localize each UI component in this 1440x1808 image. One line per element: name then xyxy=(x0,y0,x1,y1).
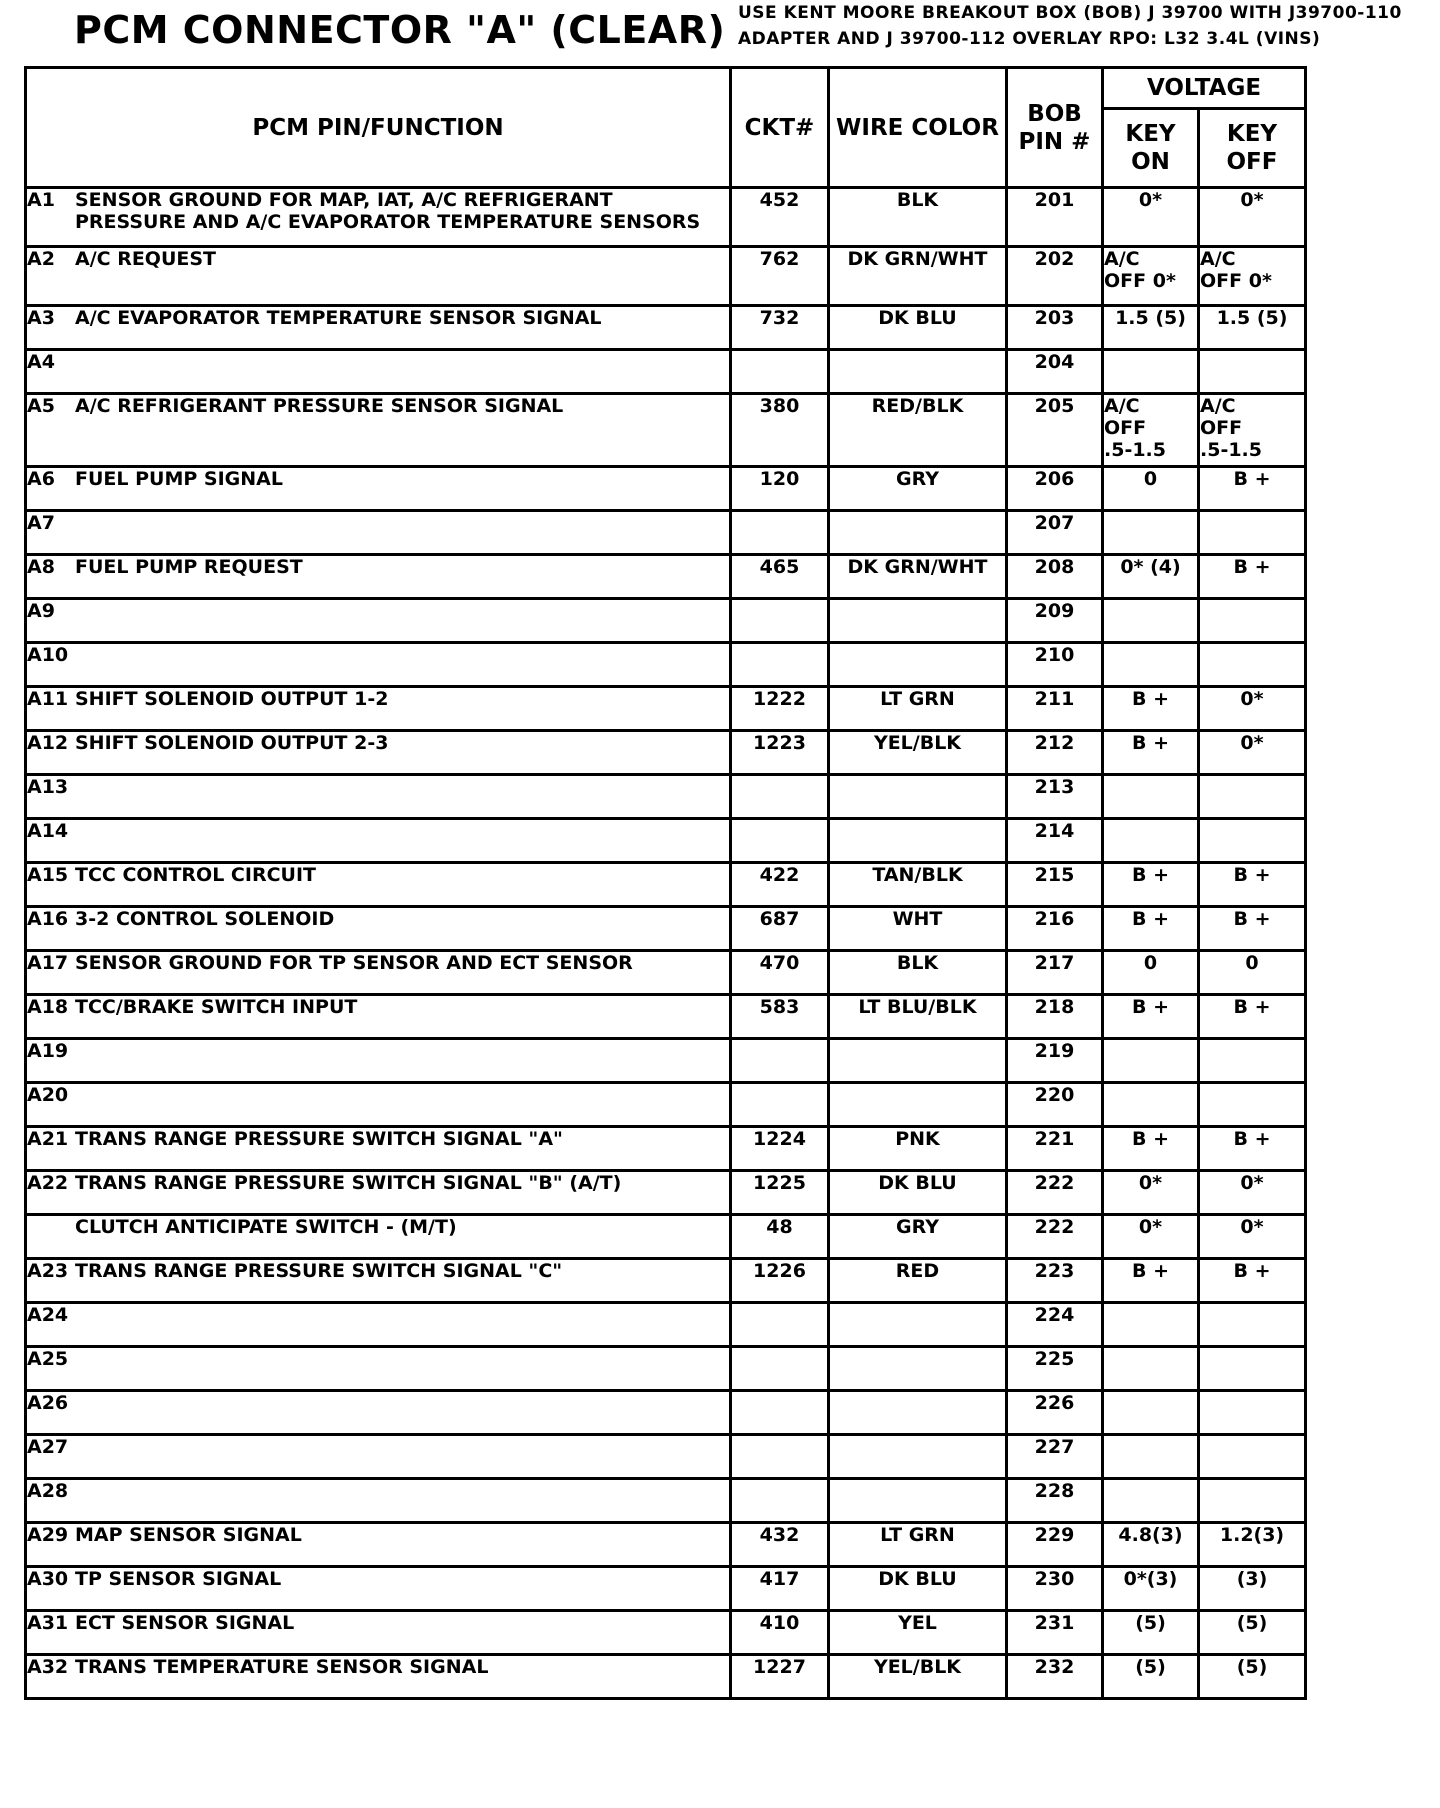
note-line-1: USE KENT MOORE BREAKOUT BOX (BOB) J 39700 WITH J39700-110 xyxy=(738,3,1402,23)
key-off-cell: B + xyxy=(1199,907,1306,951)
key-off-cell: B + xyxy=(1199,467,1306,511)
ckt-cell: 465 xyxy=(731,555,829,599)
function-text: A/C REQUEST xyxy=(75,248,217,270)
pin-function-cell xyxy=(26,1215,731,1259)
key-off-cell xyxy=(1199,1479,1306,1523)
pin-label: A32 xyxy=(27,1656,69,1678)
key-off-cell: 0* xyxy=(1199,1171,1306,1215)
key-on-cell xyxy=(1103,775,1199,819)
key-on-cell xyxy=(1103,1083,1199,1127)
table-row xyxy=(26,350,1306,394)
table-row xyxy=(26,1303,1306,1347)
table-row xyxy=(26,731,1306,775)
wire-color-cell xyxy=(829,1039,1007,1083)
pin-label: A30 xyxy=(27,1568,69,1590)
bob-pin-cell: 216 xyxy=(1007,907,1103,951)
ckt-cell: 583 xyxy=(731,995,829,1039)
function-text: A/C REFRIGERANT PRESSURE SENSOR SIGNAL xyxy=(75,395,564,417)
table-row xyxy=(26,687,1306,731)
table-row xyxy=(26,1435,1306,1479)
ckt-cell: 687 xyxy=(731,907,829,951)
function-text: SENSOR GROUND FOR MAP, IAT, A/C REFRIGERANT PRESSURE AND A/C EVAPORATOR TEMPERATURE SENSORS xyxy=(75,189,701,233)
pin-label: A21 xyxy=(27,1128,69,1150)
key-on-cell: 0* xyxy=(1103,188,1199,247)
table-row xyxy=(26,951,1306,995)
wire-color-cell: BLK xyxy=(829,951,1007,995)
pin-function-cell xyxy=(26,1435,731,1479)
pin-function-cell xyxy=(26,1039,731,1083)
bob-pin-cell: 222 xyxy=(1007,1171,1103,1215)
pin-function-cell xyxy=(26,1479,731,1523)
bob-pin-cell: 208 xyxy=(1007,555,1103,599)
bob-pin-cell: 228 xyxy=(1007,1479,1103,1523)
wire-color-cell: DK BLU xyxy=(829,1567,1007,1611)
col-header-voltage: VOLTAGE xyxy=(1103,68,1306,109)
ckt-cell: 410 xyxy=(731,1611,829,1655)
pin-label: A24 xyxy=(27,1304,69,1326)
table-row xyxy=(26,188,1306,247)
table-row xyxy=(26,819,1306,863)
pin-label: A6 xyxy=(27,468,55,490)
pin-function-cell xyxy=(26,907,731,951)
key-on-cell: 0 xyxy=(1103,467,1199,511)
key-off-cell xyxy=(1199,1391,1306,1435)
pin-label: A17 xyxy=(27,952,69,974)
table-row xyxy=(26,1215,1306,1259)
key-on-cell: 4.8(3) xyxy=(1103,1523,1199,1567)
key-on-cell xyxy=(1103,1479,1199,1523)
key-on-cell: A/C OFF 0* xyxy=(1103,247,1199,306)
wire-color-cell: GRY xyxy=(829,467,1007,511)
ckt-cell: 762 xyxy=(731,247,829,306)
key-off-cell: 1.2(3) xyxy=(1199,1523,1306,1567)
ckt-cell: 1226 xyxy=(731,1259,829,1303)
function-text: TRANS RANGE PRESSURE SWITCH SIGNAL "A" xyxy=(75,1128,563,1150)
key-off-cell: B + xyxy=(1199,1259,1306,1303)
ckt-cell: 1222 xyxy=(731,687,829,731)
key-off-cell: (3) xyxy=(1199,1567,1306,1611)
wire-color-cell xyxy=(829,1435,1007,1479)
key-on-cell: (5) xyxy=(1103,1611,1199,1655)
bob-pin-cell: 207 xyxy=(1007,511,1103,555)
function-text: TCC/BRAKE SWITCH INPUT xyxy=(75,996,358,1018)
pin-function-cell xyxy=(26,775,731,819)
ckt-cell xyxy=(731,599,829,643)
pin-label: A5 xyxy=(27,395,55,417)
ckt-cell: 1224 xyxy=(731,1127,829,1171)
table-row xyxy=(26,467,1306,511)
pin-function-cell xyxy=(26,350,731,394)
pin-function-cell xyxy=(26,951,731,995)
pin-label: A13 xyxy=(27,776,69,798)
wire-color-cell: LT GRN xyxy=(829,1523,1007,1567)
ckt-cell xyxy=(731,1435,829,1479)
table-row xyxy=(26,1127,1306,1171)
pin-function-cell xyxy=(26,1259,731,1303)
bob-pin-cell: 220 xyxy=(1007,1083,1103,1127)
pin-label: A12 xyxy=(27,732,69,754)
table-row xyxy=(26,775,1306,819)
key-off-cell: A/C OFF 0* xyxy=(1199,247,1306,306)
key-off-cell xyxy=(1199,350,1306,394)
pin-function-cell xyxy=(26,1655,731,1699)
key-on-cell: A/C OFF .5-1.5 xyxy=(1103,394,1199,467)
table-row xyxy=(26,1391,1306,1435)
function-text: MAP SENSOR SIGNAL xyxy=(75,1524,302,1546)
bob-pin-cell: 211 xyxy=(1007,687,1103,731)
pin-label: A9 xyxy=(27,600,55,622)
bob-pin-cell: 225 xyxy=(1007,1347,1103,1391)
bob-pin-cell: 213 xyxy=(1007,775,1103,819)
key-off-cell xyxy=(1199,819,1306,863)
key-off-cell: 1.5 (5) xyxy=(1199,306,1306,350)
ckt-cell: 1225 xyxy=(731,1171,829,1215)
table-row xyxy=(26,907,1306,951)
ckt-cell: 380 xyxy=(731,394,829,467)
ckt-cell xyxy=(731,1083,829,1127)
pin-label: A19 xyxy=(27,1040,69,1062)
pin-function-cell xyxy=(26,643,731,687)
bob-pin-cell: 209 xyxy=(1007,599,1103,643)
pin-function-cell xyxy=(26,188,731,247)
col-header-wire-color: WIRE COLOR xyxy=(829,68,1007,188)
bob-pin-cell: 223 xyxy=(1007,1259,1103,1303)
bob-pin-cell: 229 xyxy=(1007,1523,1103,1567)
wire-color-cell: RED xyxy=(829,1259,1007,1303)
pin-function-cell xyxy=(26,1523,731,1567)
key-on-cell xyxy=(1103,350,1199,394)
key-on-cell: B + xyxy=(1103,907,1199,951)
pin-table-container xyxy=(24,66,1304,1700)
pin-function-cell xyxy=(26,1347,731,1391)
key-off-cell xyxy=(1199,775,1306,819)
bob-pin-cell: 222 xyxy=(1007,1215,1103,1259)
key-on-cell: (5) xyxy=(1103,1655,1199,1699)
table-row xyxy=(26,1655,1306,1699)
key-on-cell: 0*(3) xyxy=(1103,1567,1199,1611)
key-off-cell xyxy=(1199,1347,1306,1391)
pin-function-cell xyxy=(26,1391,731,1435)
bob-pin-cell: 206 xyxy=(1007,467,1103,511)
pin-function-cell xyxy=(26,1083,731,1127)
wire-color-cell: TAN/BLK xyxy=(829,863,1007,907)
key-on-cell xyxy=(1103,1391,1199,1435)
pin-function-cell xyxy=(26,599,731,643)
pin-table-body xyxy=(26,188,1306,1699)
bob-pin-cell: 230 xyxy=(1007,1567,1103,1611)
wire-color-cell: DK GRN/WHT xyxy=(829,247,1007,306)
key-off-cell xyxy=(1199,599,1306,643)
pin-label: A2 xyxy=(27,248,55,270)
key-off-cell: B + xyxy=(1199,863,1306,907)
bob-pin-cell: 231 xyxy=(1007,1611,1103,1655)
ckt-cell: 120 xyxy=(731,467,829,511)
col-header-key-off: KEY OFF xyxy=(1199,109,1306,188)
key-on-cell: B + xyxy=(1103,863,1199,907)
table-row xyxy=(26,1259,1306,1303)
table-row xyxy=(26,555,1306,599)
key-on-cell: 0* (4) xyxy=(1103,555,1199,599)
function-text: TRANS RANGE PRESSURE SWITCH SIGNAL "C" xyxy=(75,1260,563,1282)
wire-color-cell xyxy=(829,350,1007,394)
function-text: FUEL PUMP SIGNAL xyxy=(75,468,283,490)
key-off-cell xyxy=(1199,1303,1306,1347)
ckt-cell xyxy=(731,1347,829,1391)
table-row xyxy=(26,995,1306,1039)
ckt-cell xyxy=(731,1039,829,1083)
wire-color-cell: WHT xyxy=(829,907,1007,951)
key-off-cell: (5) xyxy=(1199,1611,1306,1655)
col-header-function: PCM PIN/FUNCTION xyxy=(26,68,731,188)
pin-label: A15 xyxy=(27,864,69,886)
wire-color-cell: BLK xyxy=(829,188,1007,247)
key-off-cell: (5) xyxy=(1199,1655,1306,1699)
bob-pin-cell: 205 xyxy=(1007,394,1103,467)
pin-label: A8 xyxy=(27,556,55,578)
key-off-cell: B + xyxy=(1199,555,1306,599)
bob-pin-cell: 224 xyxy=(1007,1303,1103,1347)
bob-pin-cell: 202 xyxy=(1007,247,1103,306)
pin-label: A26 xyxy=(27,1392,69,1414)
wire-color-cell xyxy=(829,599,1007,643)
function-text: A/C EVAPORATOR TEMPERATURE SENSOR SIGNAL xyxy=(75,307,602,329)
function-text: SHIFT SOLENOID OUTPUT 2-3 xyxy=(75,732,389,754)
pin-table xyxy=(24,66,1307,1700)
key-on-cell xyxy=(1103,1435,1199,1479)
header-row xyxy=(26,68,1306,109)
table-row xyxy=(26,394,1306,467)
bob-pin-cell: 215 xyxy=(1007,863,1103,907)
ckt-cell: 732 xyxy=(731,306,829,350)
wire-color-cell: DK GRN/WHT xyxy=(829,555,1007,599)
pin-function-cell xyxy=(26,511,731,555)
bob-pin-cell: 201 xyxy=(1007,188,1103,247)
table-row xyxy=(26,306,1306,350)
bob-pin-cell: 217 xyxy=(1007,951,1103,995)
function-text: 3-2 CONTROL SOLENOID xyxy=(75,908,335,930)
wire-color-cell: LT GRN xyxy=(829,687,1007,731)
wire-color-cell xyxy=(829,1083,1007,1127)
function-text: SHIFT SOLENOID OUTPUT 1-2 xyxy=(75,688,389,710)
pin-label: A16 xyxy=(27,908,69,930)
ckt-cell: 1227 xyxy=(731,1655,829,1699)
key-on-cell xyxy=(1103,643,1199,687)
key-on-cell: B + xyxy=(1103,1259,1199,1303)
key-on-cell xyxy=(1103,819,1199,863)
table-row xyxy=(26,1083,1306,1127)
pin-label: A14 xyxy=(27,820,69,842)
table-row xyxy=(26,511,1306,555)
key-off-cell: B + xyxy=(1199,1127,1306,1171)
pin-label: A31 xyxy=(27,1612,69,1634)
wire-color-cell: DK BLU xyxy=(829,306,1007,350)
pin-label: A18 xyxy=(27,996,69,1018)
pin-function-cell xyxy=(26,394,731,467)
table-row xyxy=(26,1347,1306,1391)
function-text: FUEL PUMP REQUEST xyxy=(75,556,303,578)
function-text: TRANS TEMPERATURE SENSOR SIGNAL xyxy=(75,1656,489,1678)
pin-function-cell xyxy=(26,1567,731,1611)
key-on-cell xyxy=(1103,1039,1199,1083)
wire-color-cell: GRY xyxy=(829,1215,1007,1259)
ckt-cell xyxy=(731,511,829,555)
page-title: PCM CONNECTOR "A" (CLEAR) xyxy=(74,8,726,52)
wire-color-cell: RED/BLK xyxy=(829,394,1007,467)
key-off-cell xyxy=(1199,511,1306,555)
bob-pin-cell: 214 xyxy=(1007,819,1103,863)
pin-function-cell xyxy=(26,863,731,907)
key-off-cell xyxy=(1199,1435,1306,1479)
ckt-cell: 432 xyxy=(731,1523,829,1567)
key-off-cell: B + xyxy=(1199,995,1306,1039)
key-on-cell: B + xyxy=(1103,1127,1199,1171)
pin-function-cell xyxy=(26,1171,731,1215)
ckt-cell: 417 xyxy=(731,1567,829,1611)
table-row xyxy=(26,863,1306,907)
bob-pin-cell: 226 xyxy=(1007,1391,1103,1435)
wire-color-cell: YEL/BLK xyxy=(829,731,1007,775)
key-on-cell: B + xyxy=(1103,995,1199,1039)
bob-pin-cell: 203 xyxy=(1007,306,1103,350)
bob-pin-cell: 210 xyxy=(1007,643,1103,687)
bob-pin-cell: 219 xyxy=(1007,1039,1103,1083)
key-off-cell: 0* xyxy=(1199,1215,1306,1259)
key-off-cell: 0* xyxy=(1199,188,1306,247)
wire-color-cell xyxy=(829,775,1007,819)
table-row xyxy=(26,247,1306,306)
ckt-cell: 452 xyxy=(731,188,829,247)
ckt-cell: 1223 xyxy=(731,731,829,775)
pin-label: A28 xyxy=(27,1480,69,1502)
pin-label: A7 xyxy=(27,512,55,534)
bob-pin-cell: 218 xyxy=(1007,995,1103,1039)
wire-color-cell xyxy=(829,643,1007,687)
key-on-cell xyxy=(1103,1303,1199,1347)
key-on-cell xyxy=(1103,1347,1199,1391)
key-off-cell: A/C OFF .5-1.5 xyxy=(1199,394,1306,467)
key-off-cell: 0 xyxy=(1199,951,1306,995)
bob-pin-cell: 204 xyxy=(1007,350,1103,394)
table-row xyxy=(26,1171,1306,1215)
pin-function-cell xyxy=(26,247,731,306)
col-header-bob-pin: BOB PIN # xyxy=(1007,68,1103,188)
wire-color-cell xyxy=(829,1391,1007,1435)
table-row xyxy=(26,643,1306,687)
pin-function-cell xyxy=(26,687,731,731)
wire-color-cell: DK BLU xyxy=(829,1171,1007,1215)
table-row xyxy=(26,1567,1306,1611)
pin-label: A4 xyxy=(27,351,55,373)
wire-color-cell xyxy=(829,1347,1007,1391)
col-header-key-on: KEY ON xyxy=(1103,109,1199,188)
pin-function-cell xyxy=(26,1611,731,1655)
pin-function-cell xyxy=(26,731,731,775)
wire-color-cell xyxy=(829,511,1007,555)
bob-pin-cell: 212 xyxy=(1007,731,1103,775)
pin-function-cell xyxy=(26,995,731,1039)
pin-label: A11 xyxy=(27,688,69,710)
table-row xyxy=(26,1523,1306,1567)
ckt-cell: 470 xyxy=(731,951,829,995)
pin-label: A22 xyxy=(27,1172,69,1194)
wire-color-cell: YEL/BLK xyxy=(829,1655,1007,1699)
col-header-ckt: CKT# xyxy=(731,68,829,188)
ckt-cell xyxy=(731,350,829,394)
function-text: ECT SENSOR SIGNAL xyxy=(75,1612,295,1634)
pin-function-cell xyxy=(26,306,731,350)
wire-color-cell: PNK xyxy=(829,1127,1007,1171)
wire-color-cell xyxy=(829,1303,1007,1347)
key-on-cell: B + xyxy=(1103,731,1199,775)
pin-label: A25 xyxy=(27,1348,69,1370)
pin-label: A29 xyxy=(27,1524,69,1546)
instruction-note xyxy=(738,0,1402,52)
wire-color-cell: LT BLU/BLK xyxy=(829,995,1007,1039)
key-on-cell xyxy=(1103,599,1199,643)
ckt-cell: 48 xyxy=(731,1215,829,1259)
table-row xyxy=(26,1479,1306,1523)
ckt-cell xyxy=(731,1303,829,1347)
key-on-cell: B + xyxy=(1103,687,1199,731)
pin-function-cell xyxy=(26,555,731,599)
bob-pin-cell: 232 xyxy=(1007,1655,1103,1699)
pin-function-cell xyxy=(26,467,731,511)
wire-color-cell: YEL xyxy=(829,1611,1007,1655)
pin-function-cell xyxy=(26,1127,731,1171)
key-off-cell xyxy=(1199,1083,1306,1127)
wire-color-cell xyxy=(829,1479,1007,1523)
key-off-cell xyxy=(1199,643,1306,687)
pin-label: A3 xyxy=(27,307,55,329)
function-text: SENSOR GROUND FOR TP SENSOR AND ECT SENSOR xyxy=(75,952,633,974)
key-off-cell: 0* xyxy=(1199,687,1306,731)
ckt-cell xyxy=(731,1479,829,1523)
bob-pin-cell: 221 xyxy=(1007,1127,1103,1171)
function-text: TP SENSOR SIGNAL xyxy=(75,1568,282,1590)
wire-color-cell xyxy=(829,819,1007,863)
note-line-2: ADAPTER AND J 39700-112 OVERLAY RPO: L32 3.4L (VINS) xyxy=(738,29,1321,49)
ckt-cell: 422 xyxy=(731,863,829,907)
key-on-cell: 1.5 (5) xyxy=(1103,306,1199,350)
pin-label: A23 xyxy=(27,1260,69,1282)
key-off-cell xyxy=(1199,1039,1306,1083)
key-on-cell: 0 xyxy=(1103,951,1199,995)
ckt-cell xyxy=(731,819,829,863)
ckt-cell xyxy=(731,775,829,819)
pin-function-cell xyxy=(26,1303,731,1347)
table-row xyxy=(26,1611,1306,1655)
pin-label: A27 xyxy=(27,1436,69,1458)
pin-function-cell xyxy=(26,819,731,863)
table-row xyxy=(26,1039,1306,1083)
key-on-cell: 0* xyxy=(1103,1171,1199,1215)
key-off-cell: 0* xyxy=(1199,731,1306,775)
function-text: TCC CONTROL CIRCUIT xyxy=(75,864,316,886)
pin-label: A20 xyxy=(27,1084,69,1106)
ckt-cell xyxy=(731,1391,829,1435)
key-on-cell: 0* xyxy=(1103,1215,1199,1259)
bob-pin-cell: 227 xyxy=(1007,1435,1103,1479)
pin-label: A1 xyxy=(27,189,55,211)
pin-label: A10 xyxy=(27,644,69,666)
function-text: CLUTCH ANTICIPATE SWITCH - (M/T) xyxy=(75,1216,457,1238)
key-on-cell xyxy=(1103,511,1199,555)
ckt-cell xyxy=(731,643,829,687)
table-row xyxy=(26,599,1306,643)
function-text: TRANS RANGE PRESSURE SWITCH SIGNAL "B" (A/T) xyxy=(75,1172,622,1194)
